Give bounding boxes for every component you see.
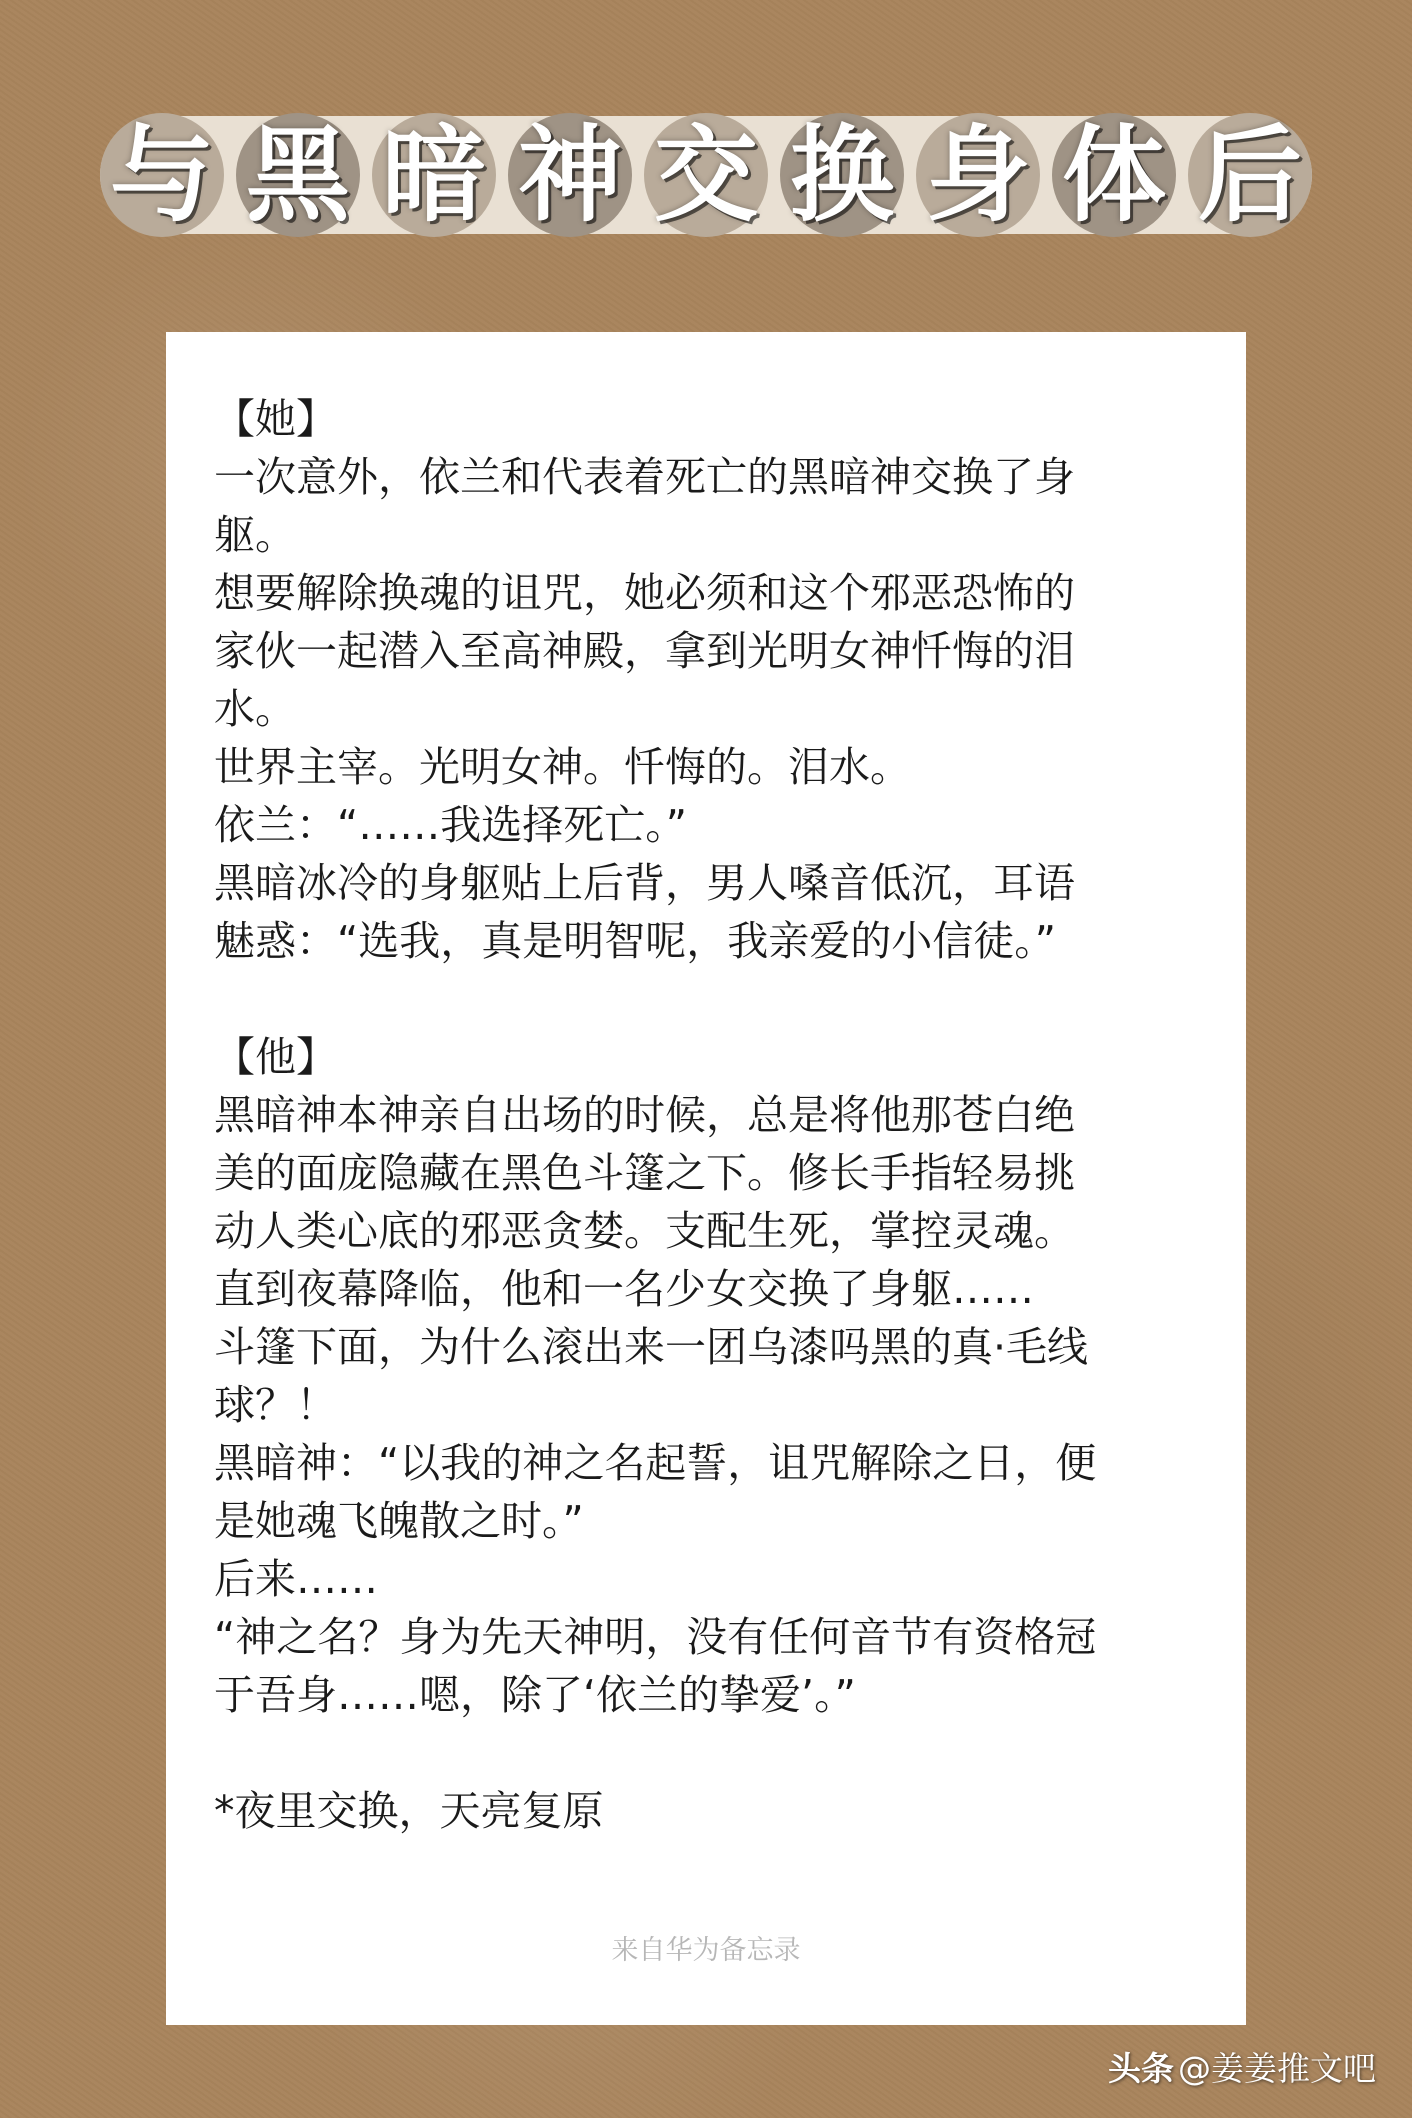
text-line: 动人类心底的邪恶贪婪。支配生死，掌控灵魂。 [214,1207,1075,1255]
source-footnote: 来自华为备忘录 [611,1935,801,1966]
text-line: 斗篷下面，为什么滚出来一团乌漆吗黑的真·毛线 [214,1323,1089,1371]
text-line: 球？！ [214,1381,337,1429]
title-char: 交 [644,113,768,237]
title-char: 神 [508,113,632,237]
text-line: 世界主宰。光明女神。忏悔的。泪水。 [214,743,911,791]
text-line: 水。 [214,685,296,733]
memo-card [166,332,1246,2025]
text-line: 是她魂飞魄散之时。” [214,1497,584,1545]
text-line: 黑暗神：“以我的神之名起誓，诅咒解除之日，便 [214,1439,1097,1487]
text-line: 直到夜幕降临，他和一名少女交换了身躯…… [214,1265,1034,1313]
title-char: 黑 [236,113,360,237]
memo-content [214,390,1214,1840]
watermark-brand: 头条 [1108,2049,1174,2088]
text-line: 家伙一起潜入至高神殿，拿到光明女神忏悔的泪 [214,627,1075,675]
title-char: 与 [100,113,224,237]
paragraph-gap [214,1724,1214,1782]
text-line: 想要解除换魂的诅咒，她必须和这个邪恶恐怖的 [214,569,1075,617]
text-line: 后来…… [214,1555,378,1603]
text-line: 一次意外，依兰和代表着死亡的黑暗神交换了身 [214,453,1075,501]
text-line: 于吾身……嗯，除了‘依兰的挚爱’。” [214,1671,856,1719]
title-characters [100,96,1312,254]
text-line: 躯。 [214,511,296,559]
section-heading-him: 【他】 [214,1033,337,1081]
watermark-handle: @姜姜推文吧 [1178,2049,1376,2088]
title-char: 后 [1188,113,1312,237]
note-line: *夜里交换，天亮复原 [214,1787,604,1835]
text-line: 黑暗冰冷的身躯贴上后背，男人嗓音低沉，耳语 [214,859,1075,907]
title-char: 体 [1052,113,1176,237]
title-char: 身 [916,113,1040,237]
text-line: 魅惑：“选我，真是明智呢，我亲爱的小信徒。” [214,917,1056,965]
watermark [1108,2043,1376,2090]
text-line: 美的面庞隐藏在黑色斗篷之下。修长手指轻易挑 [214,1149,1075,1197]
title-banner [100,96,1312,254]
title-char: 换 [780,113,904,237]
text-line: 依兰：“……我选择死亡。” [214,801,687,849]
title-char: 暗 [372,113,496,237]
text-line: 黑暗神本神亲自出场的时候，总是将他那苍白绝 [214,1091,1075,1139]
paragraph-gap [214,970,1214,1028]
section-heading-her: 【她】 [214,395,337,443]
text-line: “神之名？身为先天神明，没有任何音节有资格冠 [214,1613,1097,1661]
